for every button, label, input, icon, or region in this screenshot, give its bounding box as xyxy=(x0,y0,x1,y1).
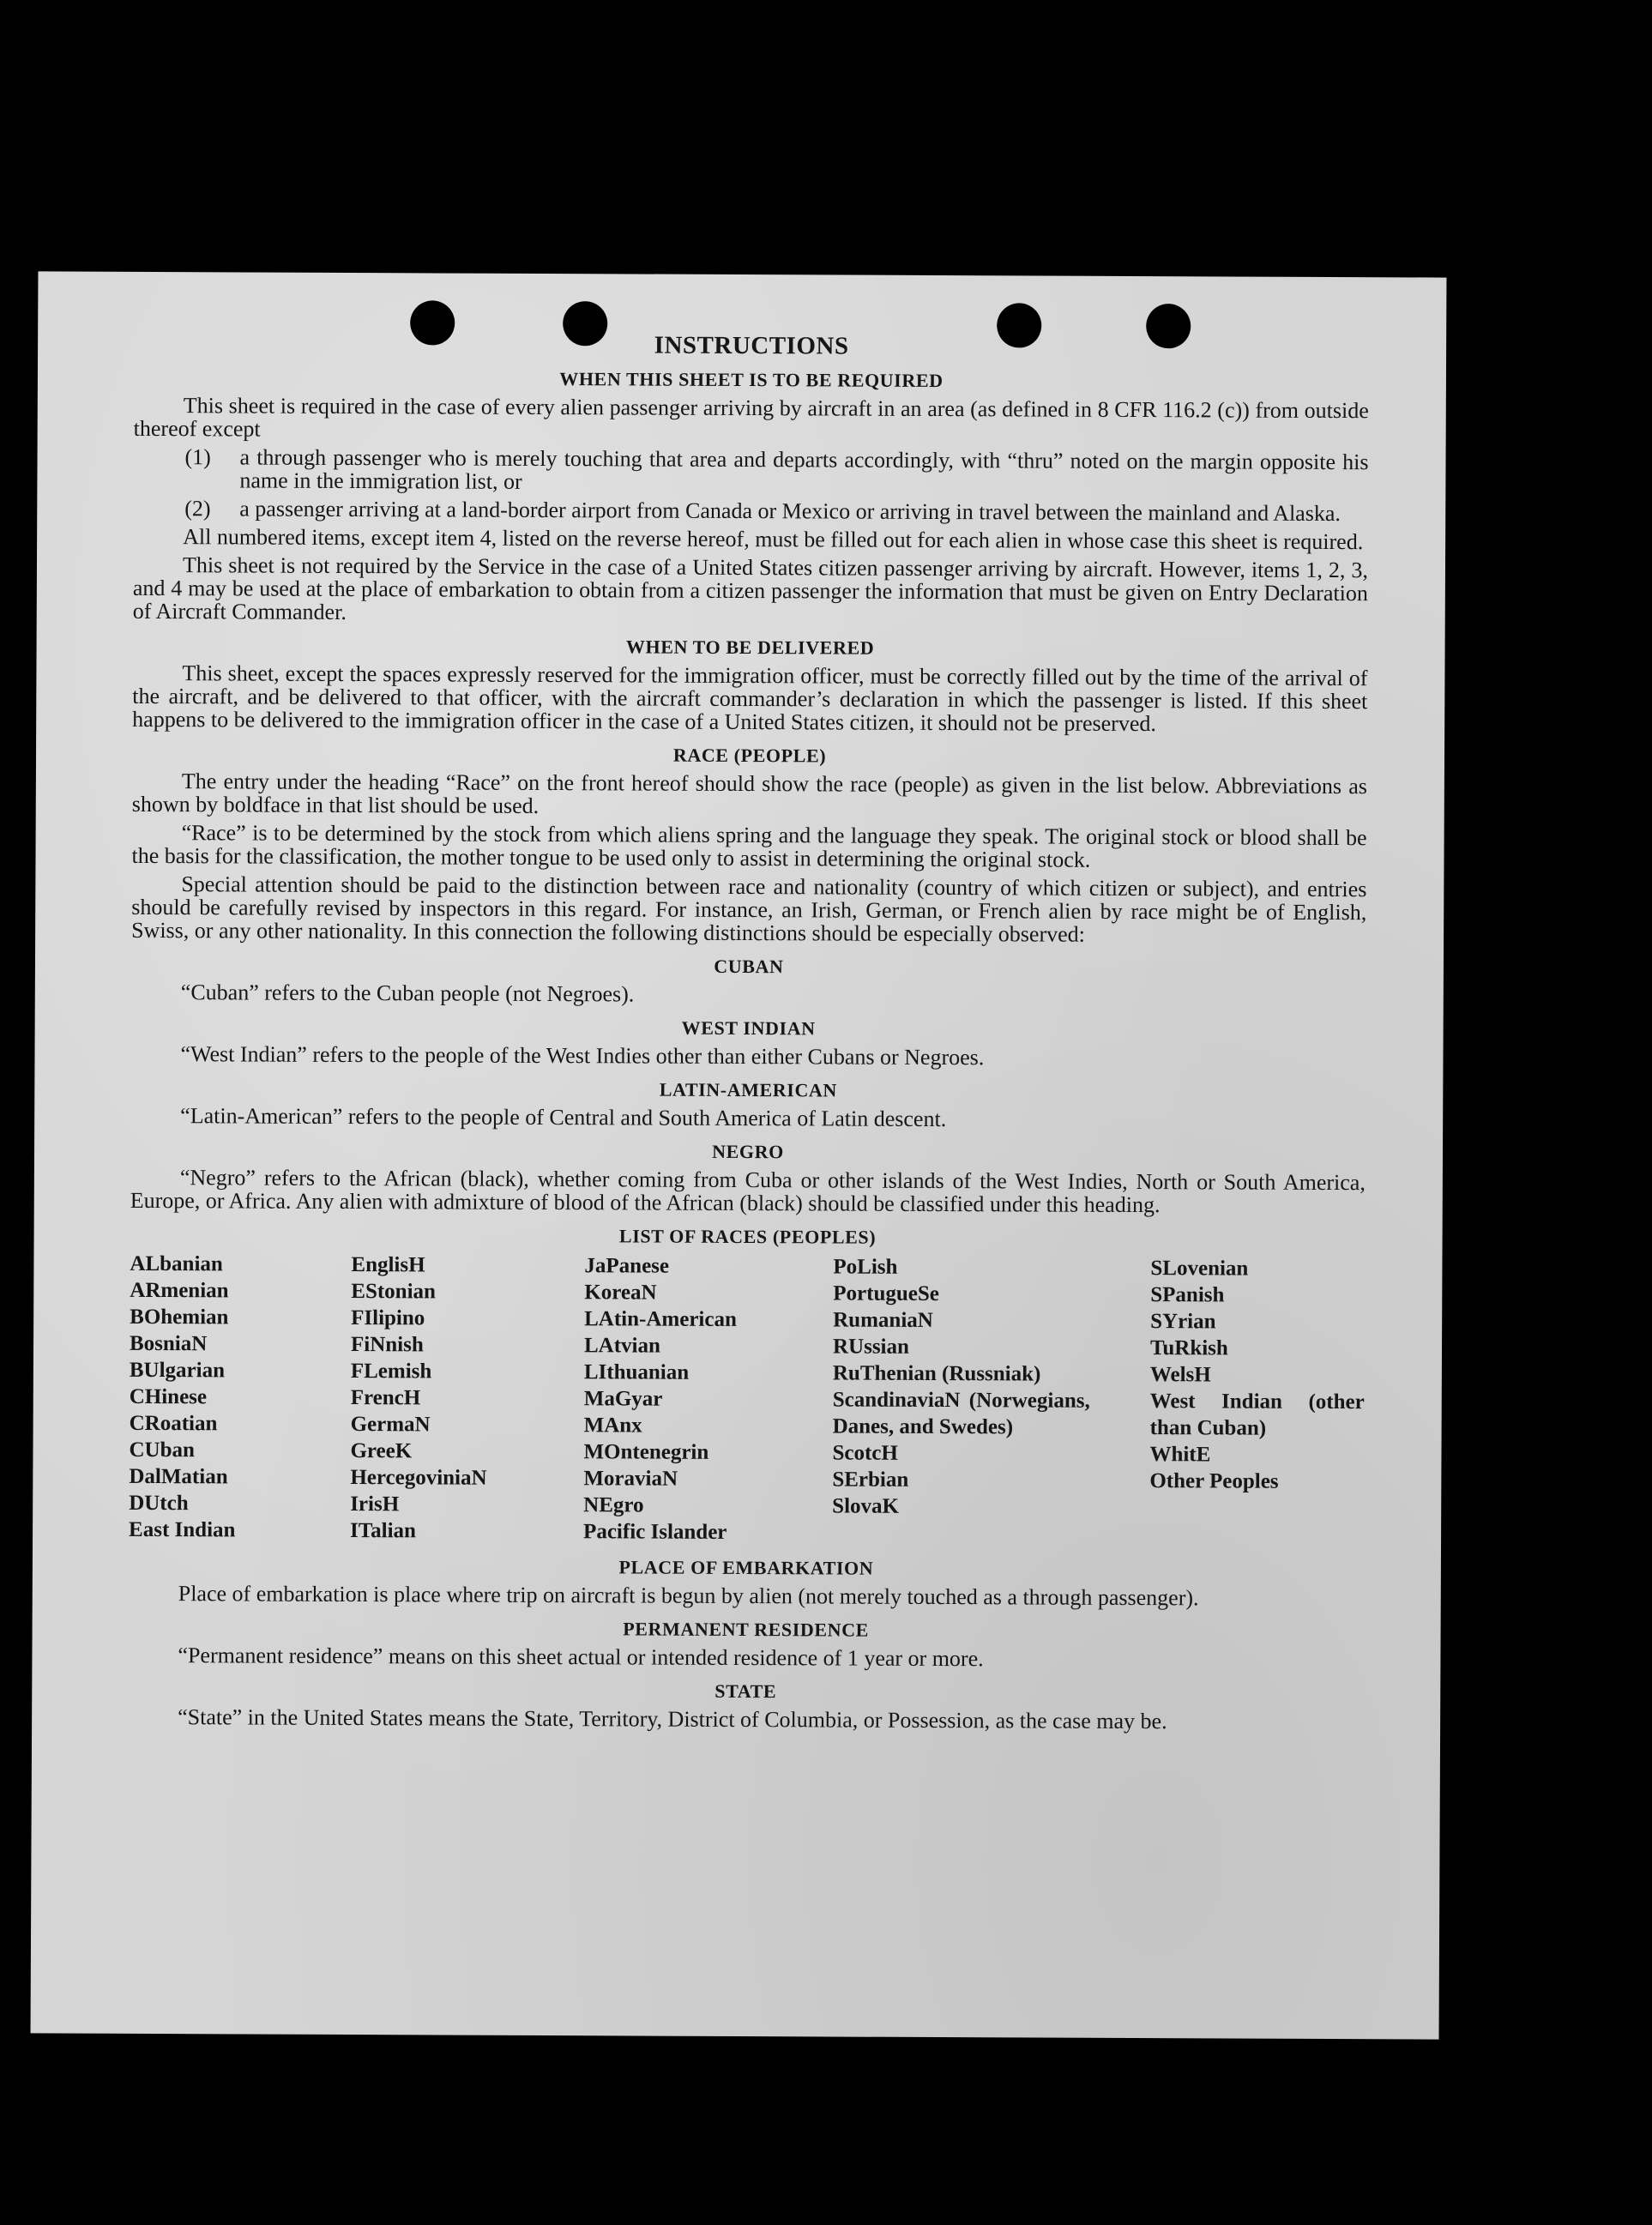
race-entry: CRoatian xyxy=(129,1411,218,1436)
race-entry: ITalian xyxy=(350,1519,417,1543)
race-entry: ARmenian xyxy=(130,1278,229,1303)
race-entry: ALbanian xyxy=(130,1251,223,1276)
section-heading: LATIN-AMERICAN xyxy=(659,1078,837,1101)
section-heading: LIST OF RACES (PEOPLES) xyxy=(618,1225,877,1248)
race-column xyxy=(1149,1255,1365,1548)
race-entry: FiNnish xyxy=(350,1333,424,1357)
race-entry: MoraviaN xyxy=(583,1467,678,1491)
race-entry: Other Peoples xyxy=(1149,1469,1279,1493)
section-heading: CUBAN xyxy=(714,955,784,978)
paragraph: “Negro” refers to the African (black), whether coming from Cuba or other islands of the West Indies, North or South America, Europe, or Africa. Any alien with admixture of blood of the African (black) should be classified under this heading. xyxy=(130,1165,1366,1218)
paragraph: Special attention should be paid to the distinction between race and nationality (country of which citizen or subject), and entries should be carefully revised by inspectors in this regard. For instance, an Irish, German, or French alien by race might be of English, Swiss, or any other nationality. In this connection the following distinctions should be especially observed: xyxy=(131,871,1367,947)
item-number: (1) xyxy=(184,444,211,470)
race-entry: Pacific Islander xyxy=(583,1520,727,1544)
section-heading: NEGRO xyxy=(712,1140,784,1163)
race-entry: FIlipino xyxy=(351,1306,425,1330)
race-entry: SlovaK xyxy=(832,1494,900,1518)
race-entry: GreeK xyxy=(350,1439,413,1463)
race-entry: MAnx xyxy=(583,1414,642,1438)
race-entry: CUban xyxy=(129,1438,195,1462)
document-sheet xyxy=(31,271,1447,2039)
race-entry: RUssian xyxy=(832,1335,910,1359)
paragraph: Place of embarkation is place where trip on aircraft is begun by alien (not merely touched as a through passenger). xyxy=(178,1581,1199,1611)
list-item xyxy=(133,445,1368,497)
race-entry: SLovenian xyxy=(1150,1257,1249,1281)
race-list xyxy=(129,1251,1365,1548)
paragraph: “Permanent residence” means on this sheet actual or intended residence of 1 year or more. xyxy=(178,1643,984,1672)
race-entry: LAtvian xyxy=(583,1334,660,1358)
paragraph: This sheet is required in the case of every alien passenger arriving by aircraft in an area (as defined in 8 CFR 116.2 (c)) from outside thereof except xyxy=(133,393,1369,442)
race-entry: LIthuanian xyxy=(583,1360,690,1384)
race-entry: KoreaN xyxy=(584,1281,657,1305)
section-heading: STATE xyxy=(714,1679,777,1703)
paragraph: “Cuban” refers to the Cuban people (not Negroes). xyxy=(180,980,635,1007)
race-entry: SPanish xyxy=(1150,1283,1225,1307)
race-column xyxy=(129,1251,351,1544)
paragraph: The entry under the heading “Race” on the front hereof should show the race (people) as given in the list below. Abbreviations as shown by boldface in that list should be used. xyxy=(131,769,1367,818)
instructions-body xyxy=(128,332,1369,1739)
race-column xyxy=(583,1252,833,1546)
race-entry: MaGyar xyxy=(583,1387,663,1411)
race-entry: PortugueSe xyxy=(833,1281,939,1306)
section-heading: PERMANENT RESIDENCE xyxy=(623,1618,869,1641)
race-entry: ScandinaviaN (Norwegians, Danes, and Swedes) xyxy=(832,1388,1090,1439)
paragraph: All numbered items, except item 4, listed on the reverse hereof, must be filled out for each alien in whose case this sheet is required. xyxy=(183,524,1364,555)
section-heading: WEST INDIAN xyxy=(681,1016,816,1040)
race-entry: NEgro xyxy=(583,1493,644,1517)
item-text: a through passenger who is merely touching that area and departs accordingly, with “thru” noted on the margin opposite his name in the immigration list, or xyxy=(239,444,1369,494)
race-entry: LAtin-American xyxy=(584,1307,737,1331)
race-entry: DUtch xyxy=(129,1491,189,1516)
section-heading: WHEN TO BE DELIVERED xyxy=(625,636,875,659)
paragraph: This sheet, except the spaces expressly reserved for the immigration officer, must be correctly filled out by the time of the arrival of the aircraft, and be delivered to that officer, with the aircraft commander’s declaration in which the passenger is listed. If this sheet happens to be delivered to the immigration officer in the case of a United States citizen, it should not be preserved. xyxy=(132,660,1368,737)
race-entry: SYrian xyxy=(1150,1310,1216,1334)
paragraph: “Race” is to be determined by the stock from which aliens spring and the language they speak. The original stock or blood shall be the basis for the classification, the mother tongue to be used only to assist in determining the original stock. xyxy=(131,820,1367,872)
race-entry: RumaniaN xyxy=(833,1308,933,1332)
paragraph: “Latin-American” refers to the people of Central and South America of Latin descent. xyxy=(180,1103,947,1132)
race-entry: IrisH xyxy=(350,1492,400,1516)
race-entry: WhitE xyxy=(1149,1443,1211,1467)
race-entry: BosniaN xyxy=(129,1331,208,1356)
race-entry: PoLish xyxy=(833,1255,898,1279)
item-text: a passenger arriving at a land-border airport from Canada or Mexico or arriving in travel between the mainland and Alaska. xyxy=(239,496,1341,527)
list-item xyxy=(133,497,1368,525)
race-entry: MOntenegrin xyxy=(583,1440,709,1464)
race-entry: DalMatian xyxy=(129,1464,228,1489)
section-heading: PLACE OF EMBARKATION xyxy=(618,1556,874,1579)
race-column xyxy=(350,1251,584,1545)
paragraph: This sheet is not required by the Service in the case of a United States citizen passenger arriving by aircraft. However, items 1, 2, 3, and 4 may be used at the place of embarkation to obtain from a citizen passenger the information that must be given on Entry Declaration of Aircraft Commander. xyxy=(132,552,1369,624)
section-heading: WHEN THIS SHEET IS TO BE REQUIRED xyxy=(559,368,944,392)
race-entry: JaPanese xyxy=(584,1254,670,1278)
race-entry: EStonian xyxy=(351,1280,437,1304)
race-entry: BUlgarian xyxy=(129,1358,226,1383)
item-number: (2) xyxy=(184,496,211,522)
race-entry: RuThenian (Russniak) xyxy=(832,1361,1041,1386)
race-entry: ScotcH xyxy=(832,1441,898,1465)
race-entry: HercegoviniaN xyxy=(350,1466,487,1490)
race-entry: BOhemian xyxy=(130,1305,229,1330)
race-entry: FLemish xyxy=(350,1360,432,1384)
race-entry: SErbian xyxy=(832,1468,909,1492)
race-column xyxy=(832,1253,1150,1547)
race-entry: CHinese xyxy=(129,1384,208,1409)
race-entry: WelsH xyxy=(1149,1363,1211,1387)
paragraph: “West Indian” refers to the people of the West Indies other than either Cubans or Negroes. xyxy=(180,1041,985,1070)
race-entry: West Indian (other than Cuban) xyxy=(1149,1390,1365,1440)
race-entry: East Indian xyxy=(129,1517,236,1542)
section-heading: RACE (PEOPLE) xyxy=(672,744,827,767)
paragraph: “State” in the United States means the State, Territory, District of Columbia, or Possession, as the case may be. xyxy=(178,1704,1167,1734)
race-entry: TuRkish xyxy=(1149,1336,1228,1360)
race-entry: FrencH xyxy=(350,1386,421,1410)
race-entry: GermaN xyxy=(350,1413,431,1437)
page-title: INSTRUCTIONS xyxy=(654,331,849,360)
race-entry: EnglisH xyxy=(351,1253,425,1277)
